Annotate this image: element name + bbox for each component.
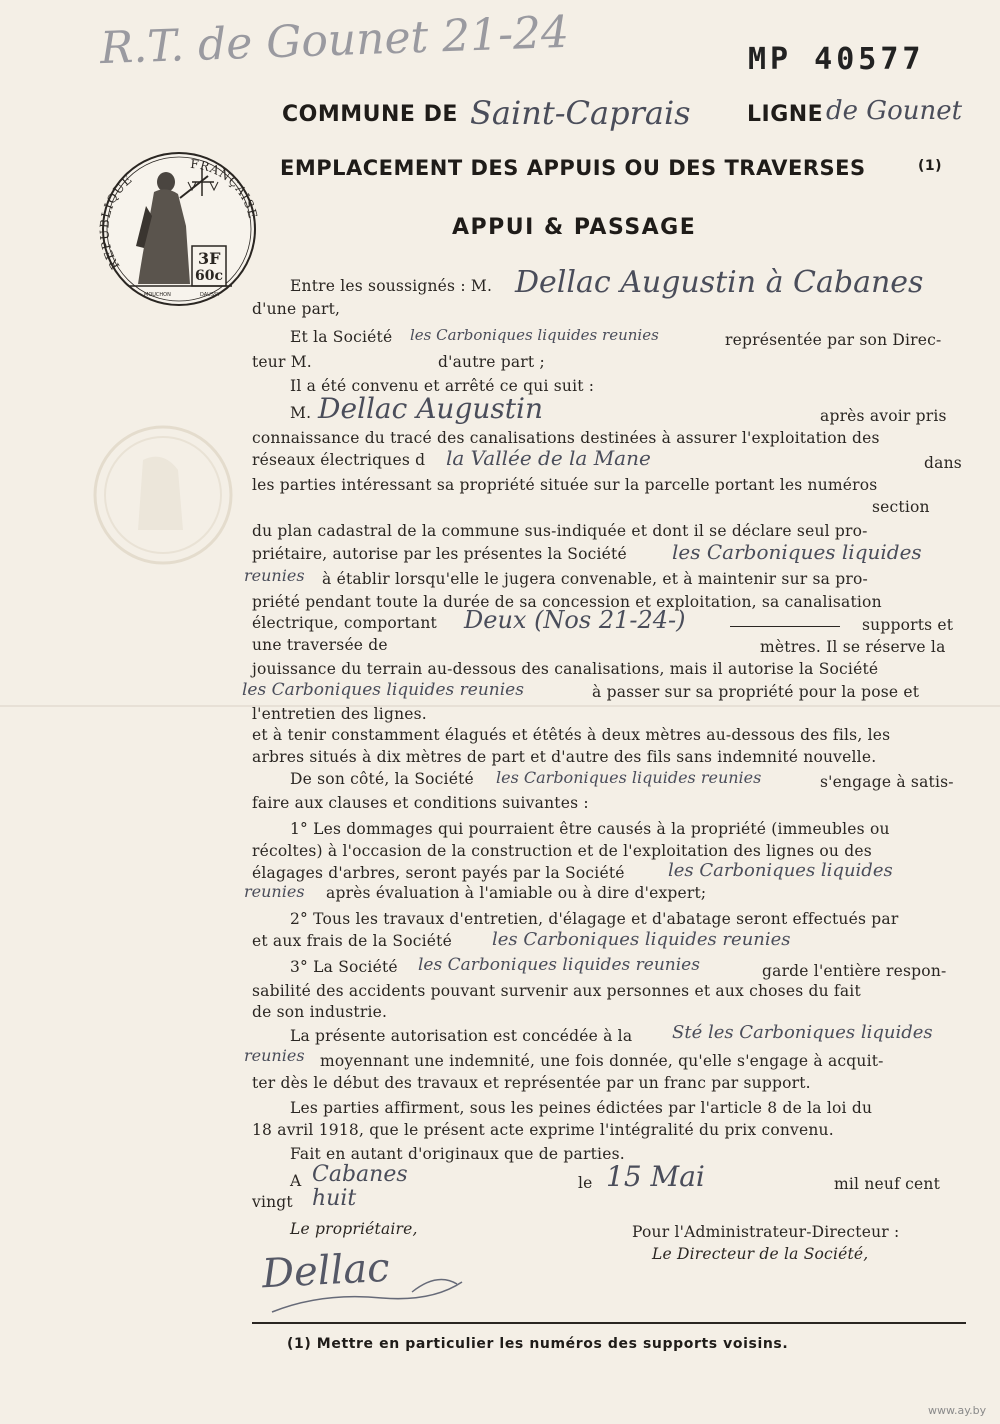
body-line-18b: à passer sur sa propriété pour la pose et bbox=[592, 683, 920, 701]
body-line-17: jouissance du terrain au-dessous des canalisations, mais il autorise la Société bbox=[252, 660, 879, 678]
body-line-7: connaissance du tracé des canalisations destinées à assurer l'exploitation des bbox=[252, 429, 880, 447]
body-line-3-tail: représentée par son Direc- bbox=[725, 331, 942, 349]
document-number: MP 40577 bbox=[748, 42, 925, 77]
date-label: le bbox=[578, 1174, 593, 1192]
body-line-12a: priétaire, autorise par les présentes la Société bbox=[252, 545, 627, 563]
body-line-22a: De son côté, la Société bbox=[290, 770, 474, 788]
document-title: APPUI & PASSAGE bbox=[452, 215, 697, 240]
body-line-23: faire aux clauses et conditions suivantes : bbox=[252, 794, 589, 812]
stamp-value-top: 3F bbox=[198, 249, 221, 268]
body-line-16b: mètres. Il se réserve la bbox=[760, 638, 946, 656]
footnote: (1) Mettre en particulier les numéros des supports voisins. bbox=[287, 1336, 789, 1352]
owner-signature: Dellac bbox=[260, 1244, 391, 1298]
body-line-29-hand: les Carboniques liquides reunies bbox=[492, 929, 791, 950]
body-line-30a: 3° La Société bbox=[290, 958, 398, 976]
body-line-24: 1° Les dommages qui pourraient être causés à la propriété (immeubles ou bbox=[290, 820, 890, 838]
body-line-38: Fait en autant d'originaux que de parties. bbox=[290, 1145, 625, 1163]
body-line-1-text: Entre les soussignés : M. bbox=[290, 277, 493, 295]
year-hand: huit bbox=[312, 1186, 357, 1211]
body-line-6-tail: après avoir pris bbox=[820, 407, 947, 425]
body-line-30-hand: les Carboniques liquides reunies bbox=[418, 955, 700, 975]
body-line-33a: La présente autorisation est concédée à la bbox=[290, 1027, 633, 1045]
body-line-20: et à tenir constamment élagués et étêtés à deux mètres au-dessous des fils, les bbox=[252, 726, 891, 744]
fiscal-stamp bbox=[98, 146, 260, 312]
body-line-37: 18 avril 1918, que le présent acte exprime l'intégralité du prix convenu. bbox=[252, 1121, 834, 1139]
body-line-34-hand: reunies bbox=[244, 1046, 305, 1065]
commune-value: Saint-Caprais bbox=[470, 94, 691, 132]
ligne-label: LIGNE bbox=[747, 102, 824, 127]
stamp-engraver-left: MOUCHON bbox=[144, 292, 171, 298]
date-hand: 15 Mai bbox=[606, 1160, 705, 1193]
body-line-4a: teur M. bbox=[252, 353, 312, 371]
body-line-30b: garde l'entière respon- bbox=[762, 962, 947, 980]
footnote-divider bbox=[252, 1322, 966, 1324]
director-label: Le Directeur de la Société, bbox=[652, 1245, 869, 1263]
body-line-31: sabilité des accidents pouvant survenir aux personnes et aux choses du fait bbox=[252, 982, 861, 1000]
embossed-seal-icon bbox=[88, 420, 238, 570]
body-line-26-hand: les Carboniques liquides bbox=[668, 860, 893, 881]
paper-fold bbox=[0, 705, 1000, 707]
ligne-value: de Gounet bbox=[826, 96, 963, 126]
footnote-marker: (1) bbox=[918, 158, 943, 174]
watermark: www.ay.by bbox=[928, 1404, 987, 1417]
body-line-11: du plan cadastral de la commune sus-indiquée et dont il se déclare seul pro- bbox=[252, 522, 868, 540]
body-line-27b: après évaluation à l'amiable ou à dire d'expert; bbox=[326, 884, 707, 902]
commune-label: COMMUNE DE bbox=[282, 102, 458, 127]
body-line-33-hand: Sté les Carboniques liquides bbox=[672, 1022, 933, 1043]
pencil-note: R.T. de Gounet 21-24 bbox=[99, 6, 570, 75]
stamp-arc-left: REPUBLIQUE bbox=[98, 171, 136, 272]
body-line-10: section bbox=[872, 498, 930, 516]
body-line-8b: dans bbox=[924, 454, 962, 472]
body-line-15b: supports et bbox=[862, 616, 954, 634]
body-line-29a: et aux frais de la Société bbox=[252, 932, 452, 950]
body-line-3-hand: les Carboniques liquides reunies bbox=[410, 326, 659, 344]
body-line-15a: électrique, comportant bbox=[252, 614, 437, 632]
body-line-5: Il a été convenu et arrêté ce qui suit : bbox=[290, 377, 595, 395]
body-line-6-m: M. bbox=[290, 404, 312, 422]
body-line-8a: réseaux électriques d bbox=[252, 451, 426, 469]
body-line-22b: s'engage à satis- bbox=[820, 773, 954, 791]
body-line-13-hand: reunies bbox=[244, 566, 305, 585]
year-label: mil neuf cent bbox=[834, 1175, 941, 1193]
body-line-32: de son industrie. bbox=[252, 1003, 388, 1021]
body-line-25: récoltes) à l'occasion de la construction et de l'exploitation des lignes ou des bbox=[252, 842, 872, 860]
body-line-34b: moyennant une indemnité, une fois donnée, qu'elle s'engage à acquit- bbox=[320, 1052, 884, 1070]
body-line-27-hand: reunies bbox=[244, 882, 305, 901]
body-line-22-hand: les Carboniques liquides reunies bbox=[496, 768, 762, 787]
blank-line bbox=[730, 626, 840, 627]
body-line-6-hand: Dellac Augustin bbox=[318, 392, 544, 425]
marianne-seal-icon bbox=[98, 146, 260, 312]
body-line-4b: d'autre part ; bbox=[438, 353, 545, 371]
place-label: A bbox=[290, 1172, 302, 1190]
body-line-16a: une traversée de bbox=[252, 636, 388, 654]
stamp-engraver-right: DAUSSY bbox=[200, 292, 221, 298]
owner-label: Le propriétaire, bbox=[290, 1220, 418, 1238]
body-line-36: Les parties affirment, sous les peines édictées par l'article 8 de la loi du bbox=[290, 1099, 873, 1117]
body-line-3-text: Et la Société bbox=[290, 328, 393, 346]
body-line-26a: élagages d'arbres, seront payés par la Société bbox=[252, 864, 625, 882]
body-line-9: les parties intéressant sa propriété située sur la parcelle portant les numéros bbox=[252, 476, 878, 494]
body-line-21: arbres situés à dix mètres de part et d'autre des fils sans indemnité nouvelle. bbox=[252, 748, 877, 766]
body-line-12-hand: les Carboniques liquides bbox=[672, 540, 922, 564]
body-line-14: priété pendant toute la durée de sa concession et exploitation, sa canalisation bbox=[252, 593, 882, 611]
administrator-label: Pour l'Administrateur-Directeur : bbox=[632, 1223, 900, 1241]
body-line-15-hand: Deux (Nos 21-24-) bbox=[464, 606, 686, 634]
body-line-1-hand: Dellac Augustin à Cabanes bbox=[515, 265, 924, 300]
embossed-seal bbox=[88, 420, 238, 570]
body-line-35: ter dès le début des travaux et représentée par un franc par support. bbox=[252, 1074, 811, 1092]
body-line-13b: à établir lorsqu'elle le jugera convenable, et à maintenir sur sa pro- bbox=[322, 570, 868, 588]
body-line-28: 2° Tous les travaux d'entretien, d'élagage et d'abatage seront effectués par bbox=[290, 910, 899, 928]
body-line-2: d'une part, bbox=[252, 300, 341, 318]
year-prefix: vingt bbox=[252, 1193, 293, 1211]
emplacement-title: EMPLACEMENT DES APPUIS OU DES TRAVERSES bbox=[280, 156, 866, 180]
body-line-19: l'entretien des lignes. bbox=[252, 705, 427, 723]
body-line-8-hand: la Vallée de la Mane bbox=[446, 446, 651, 470]
stamp-arc-right: FRANÇAISE bbox=[189, 156, 260, 221]
place-hand: Cabanes bbox=[312, 1162, 408, 1187]
body-line-18-hand: les Carboniques liquides reunies bbox=[242, 680, 524, 700]
stamp-value-bottom: 60c bbox=[195, 268, 224, 284]
signature-flourish-icon bbox=[262, 1262, 472, 1322]
